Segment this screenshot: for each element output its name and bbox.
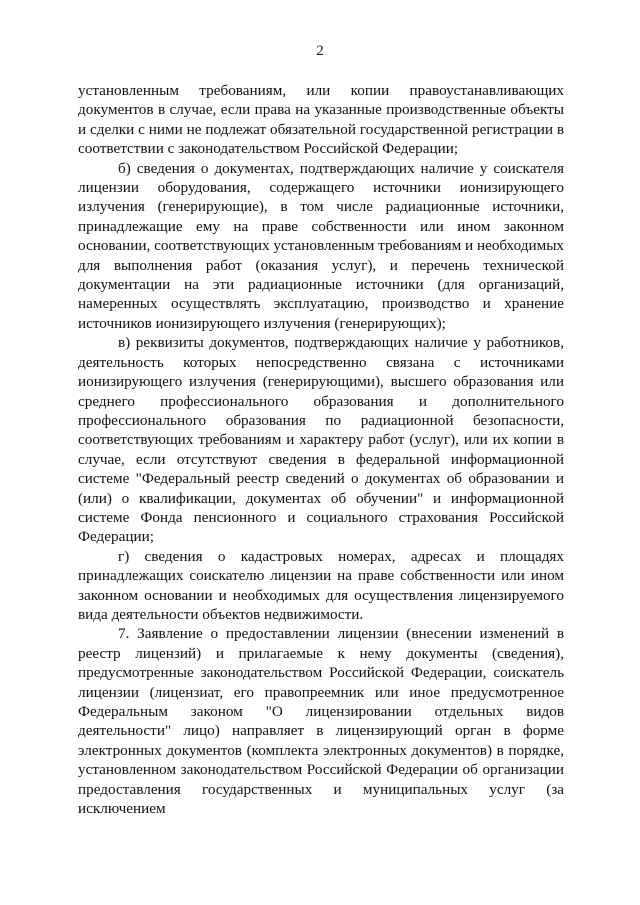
paragraph-item-b: б) сведения о документах, подтверждающих наличие у соискателя лицензии оборудования, содержащего источники ионизирующего излучения (генерирующие), в том числе радиационные источники, принадлежащие ему на праве собственности или ином законном основании, соответствующих установленным требованиям и необходимых для выполнения работ (оказания услуг), и перечень технической документации на эти радиационные источники (для организаций, намеренных осуществлять эксплуатацию, производство и хранение источников ионизирующего излучения (генерирующих); xyxy=(78,159,564,332)
document-body xyxy=(78,81,564,818)
paragraph-item-g: г) сведения о кадастровых номерах, адресах и площадях принадлежащих соискателю лицензии на праве собственности или ином законном основании и необходимых для осуществления лицензируемого вида деятельности объектов недвижимости. xyxy=(78,547,564,623)
paragraph-continuation: установленным требованиям, или копии правоустанавливающих документов в случае, если права на указанные производственные объекты и сделки с ними не подлежат обязательной государственной регистрации в соответствии с законодательством Российской Федерации; xyxy=(78,82,564,158)
paragraph-section-7: 7. Заявление о предоставлении лицензии (внесении изменений в реестр лицензий) и прилагаемые к нему документы (сведения), предусмотренные законодательством Российской Федерации, соискатель лицензии (лицензиат, его правопреемник или иное предусмотренное Федеральным законом "О лицензировании отдельных видов деятельности" лицо) направляет в лицензирующий орган в форме электронных документов (комплекта электронных документов) в порядке, установленном законодательством Российской Федерации об организации предоставления государственных и муниципальных услуг (за исключением xyxy=(78,625,564,818)
page-number: 2 xyxy=(316,43,324,59)
paragraph-item-v: в) реквизиты документов, подтверждающих наличие у работников, деятельность которых непосредственно связана с источниками ионизирующего излучения (генерирующими), высшего образования или среднего профессионального образования и дополнительного профессионального образования по радиационной безопасности, соответствующих требованиям и характеру работ (услуг), или их копии в случае, если отсутствуют сведения в федеральной информационной системе "Федеральный реестр сведений о документах об образовании и (или) о квалификации, документах об обучении" и информационной системе Фонда пенсионного и социального страхования Российской Федерации; xyxy=(78,334,564,546)
